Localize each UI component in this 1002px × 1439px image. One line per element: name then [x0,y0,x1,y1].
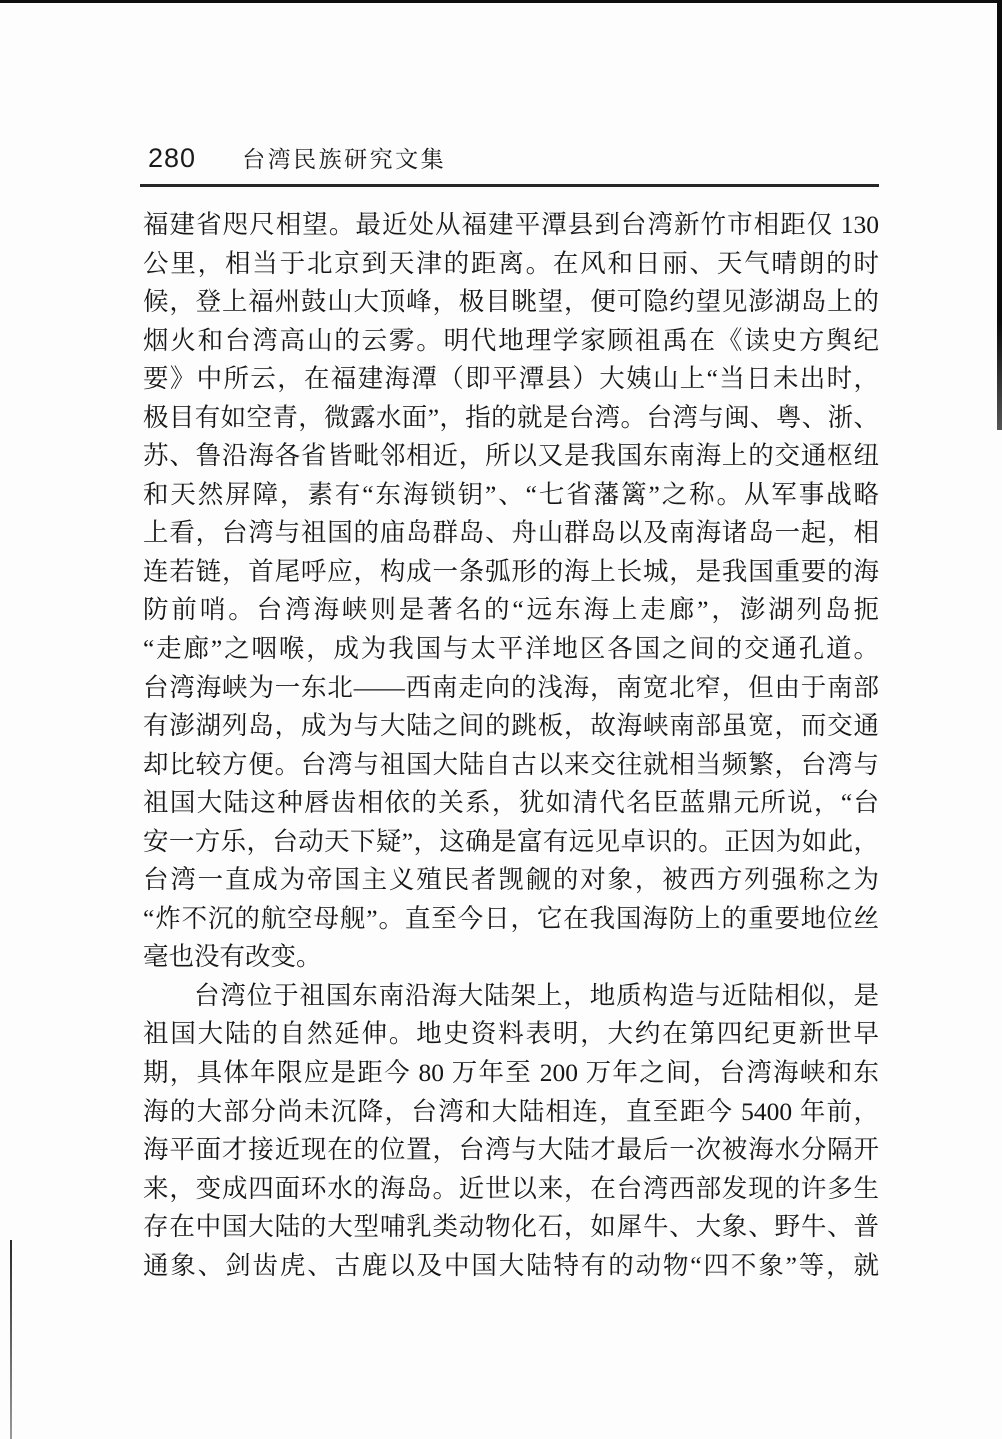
text-line: 却比较方便。台湾与祖国大陆自古以来交往就相当频繁，台湾与 [143,749,879,779]
text-line: 公里，相当于北京到天津的距离。在风和日丽、天气晴朗的时 [143,248,879,278]
book-title: 台湾民族研究文集 [242,147,447,172]
scan-border-top [0,0,1002,3]
text-line: 极目有如空青，微露水面”，指的就是台湾。台湾与闽、粤、浙、 [143,402,879,432]
text-line: 祖国大陆这种唇齿相依的关系，犹如清代名臣蓝鼎元所说，“台 [143,788,879,818]
text-line: 防前哨。台湾海峡则是著名的“远东海上走廊”，澎湖列岛扼 [143,595,879,625]
text-line: 要》中所云，在福建海潭（即平潭县）大姨山上“当日未出时， [143,364,879,394]
text-line: 海的大部分尚未沉降，台湾和大陆相连，直至距今 5400 年前， [143,1096,879,1126]
scan-border-right [997,0,1002,430]
text-line: 安一方乐，台动天下疑”，这确是富有远见卓识的。正因为如此， [143,826,879,856]
text-line: 台湾一直成为帝国主义殖民者觊觎的对象，被西方列强称之为 [143,865,879,895]
text-line: “炸不沉的航空母舰”。直至今日，它在我国海防上的重要地位丝 [143,903,879,933]
text-line: 有澎湖列岛，成为与大陆之间的跳板，故海峡南部虽宽，而交通 [143,711,879,741]
page-number: 280 [148,143,197,173]
text-line: 台湾位于祖国东南沿海大陆架上，地质构造与近陆相似，是 [194,980,879,1010]
header-rule [140,184,879,187]
text-line: 上看，台湾与祖国的庙岛群岛、舟山群岛以及南海诸岛一起，相 [143,518,879,548]
page-header [148,141,880,174]
text-line: 来，变成四面环水的海岛。近世以来，在台湾西部发现的许多生 [143,1173,879,1203]
text-line: 台湾海峡为一东北——西南走向的浅海，南宽北窄，但由于南部 [143,672,879,702]
scan-border-left [10,1240,12,1439]
text-line: 连若链，首尾呼应，构成一条弧形的海上长城，是我国重要的海 [143,556,879,586]
text-line: 存在中国大陆的大型哺乳类动物化石，如犀牛、大象、野牛、普 [143,1212,879,1242]
text-line: 通象、剑齿虎、古鹿以及中国大陆特有的动物“四不象”等，就 [143,1250,879,1280]
text-line: 期，具体年限应是距今 80 万年至 200 万年之间，台湾海峡和东 [143,1058,879,1088]
body-text [143,206,879,1285]
text-line: “走廊”之咽喉，成为我国与太平洋地区各国之间的交通孔道。 [143,634,879,664]
text-line: 祖国大陆的自然延伸。地史资料表明，大约在第四纪更新世早 [143,1019,879,1049]
text-line: 候，登上福州鼓山大顶峰，极目眺望，便可隐约望见澎湖岛上的 [143,287,879,317]
text-line: 海平面才接近现在的位置，台湾与大陆才最后一次被海水分隔开 [143,1135,879,1165]
text-line: 福建省咫尺相望。最近处从福建平潭县到台湾新竹市相距仅 130 [143,210,879,239]
text-line: 烟火和台湾高山的云雾。明代地理学家顾祖禹在《读史方舆纪 [143,325,879,355]
text-line: 毫也没有改变。 [143,942,322,972]
text-line: 和天然屏障，素有“东海锁钥”、“七省藩篱”之称。从军事战略 [143,479,879,509]
text-line: 苏、鲁沿海各省皆毗邻相近，所以又是我国东南海上的交通枢纽 [143,441,879,471]
